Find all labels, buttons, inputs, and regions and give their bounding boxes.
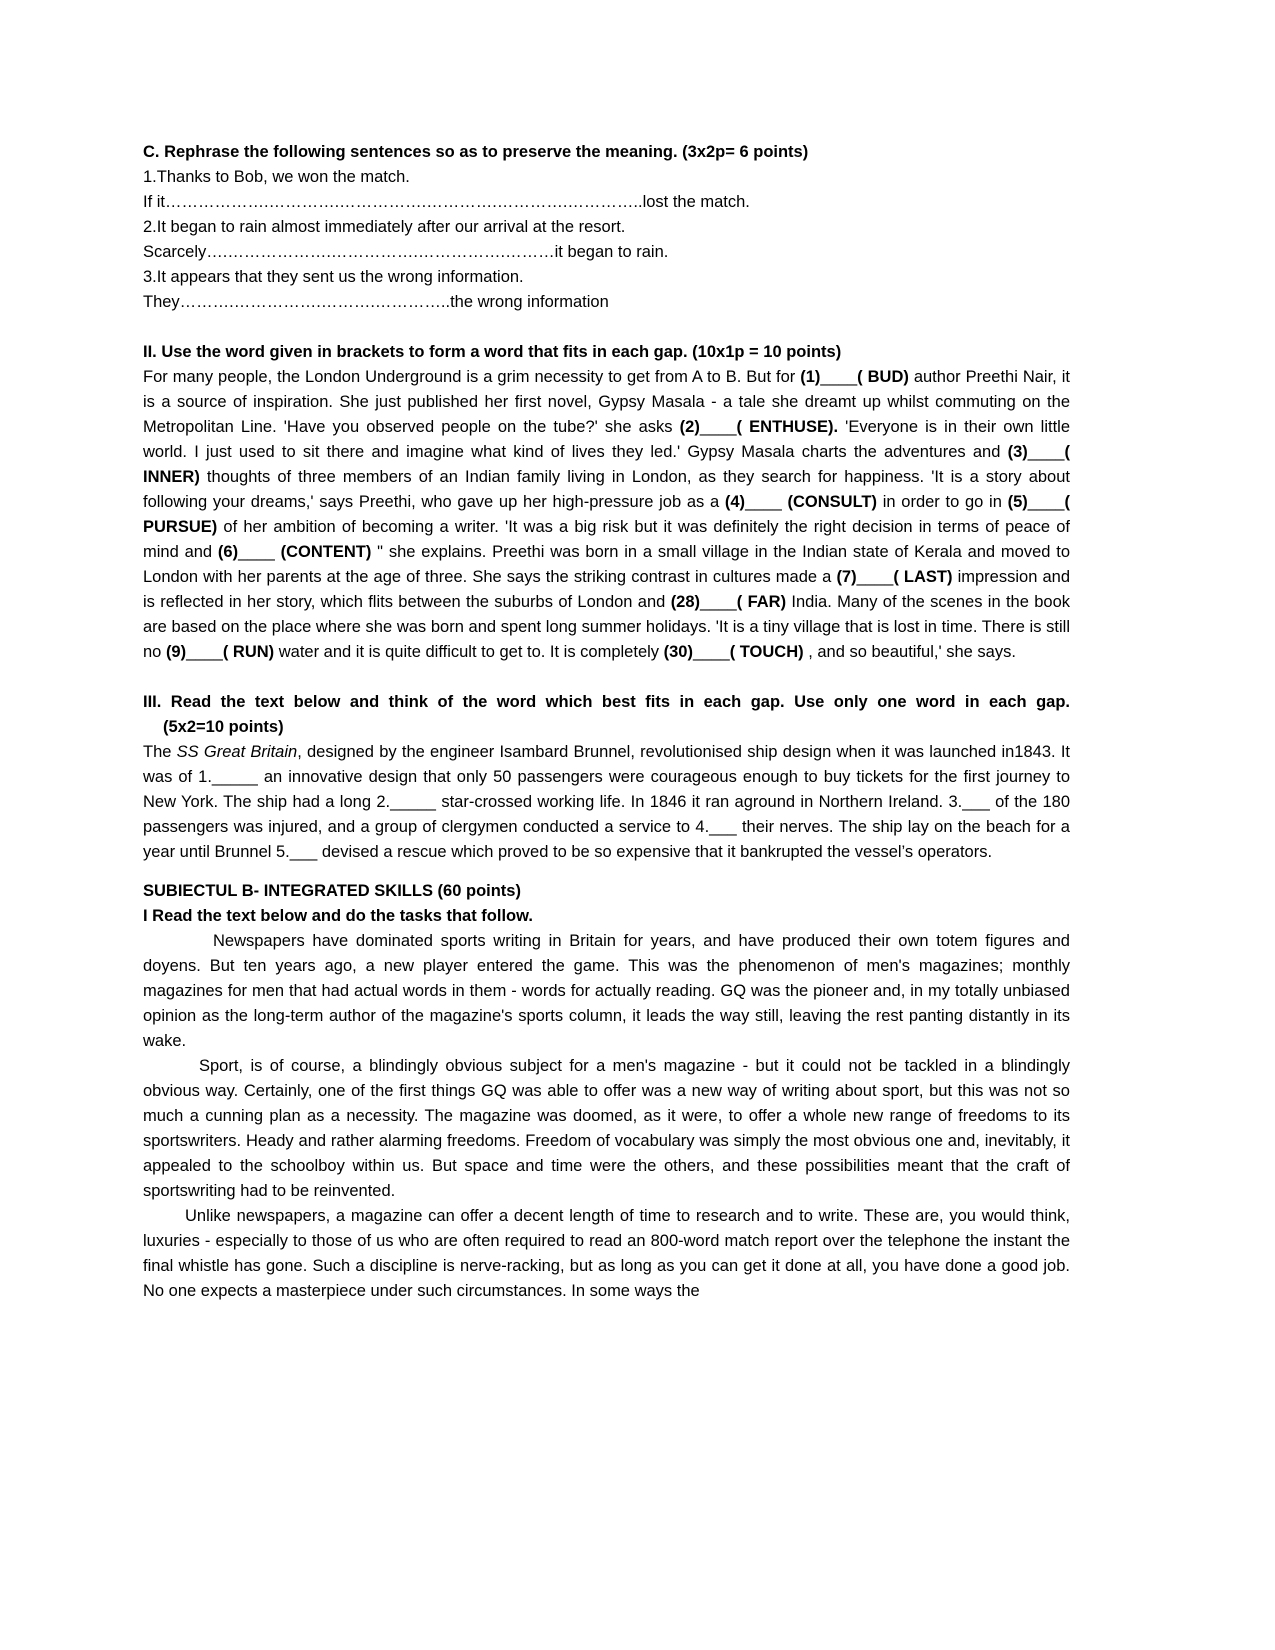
bold-text-run: ( LAST) xyxy=(893,568,953,586)
bold-text-run: (2) xyxy=(679,418,700,436)
text-run: For many people, the London Underground is a grim necessity to get from A to B. But for xyxy=(143,368,801,386)
text-run: ____ xyxy=(700,593,737,611)
bold-text-run: I Read the text below and do the tasks that follow. xyxy=(143,907,533,925)
italic-text-run: SS Great Britain xyxy=(176,743,298,761)
item-1-rephrase xyxy=(143,190,1070,215)
text-run: If it……………….………….…………….………….………….…………..lost the match. xyxy=(143,193,750,211)
section-ii-text xyxy=(143,365,1070,665)
bold-text-run: (3) xyxy=(1007,443,1028,461)
text-run: impression and is reflected in her story, which flits between the suburbs of London and xyxy=(143,568,1070,611)
blank-line xyxy=(143,315,1070,340)
section-iii-heading-line-2 xyxy=(143,715,1070,740)
text-run: Newspapers have dominated sports writing in Britain for years, and have produced their own totem figures and doyens. But ten years ago, a new player entered the game. This was the phenomenon of men's magazines; monthly magazines for men that had actual words in them - words for actually reading. GQ was the pioneer and, in my totally unbiased opinion as the long-term author of the magazine's sports column, it leads the way still, leaving the rest panting distantly in its wake. xyxy=(143,932,1070,1050)
reading-paragraph-2 xyxy=(143,1054,1070,1204)
bold-text-run: (7) xyxy=(836,568,857,586)
bold-text-run: (5x2=10 points) xyxy=(163,718,284,736)
text-run: ____ xyxy=(856,568,894,586)
bold-text-run: (6) xyxy=(217,543,239,561)
bold-text-run: (5) xyxy=(1007,493,1028,511)
text-run: water and it is quite difficult to get to. It is completely xyxy=(274,643,664,661)
text-run: The xyxy=(143,743,177,761)
subiectul-b-heading xyxy=(143,879,1070,904)
text-run: India. Many of the scenes in the book are based on the place where she was born and spent long summer holidays. 'It is a tiny village that is lost in time. There is still no xyxy=(143,593,1071,661)
bold-text-run: ( TOUCH) xyxy=(729,643,804,661)
text-run: ____ xyxy=(1027,493,1065,511)
text-run: ____ xyxy=(186,643,223,661)
section-iii-text xyxy=(143,740,1070,865)
bold-text-run: (30) xyxy=(663,643,693,661)
bold-text-run: ( BUD) xyxy=(857,368,909,386)
bold-text-run: ( RUN) xyxy=(222,643,275,661)
item-3-rephrase xyxy=(143,290,1070,315)
bold-text-run: C. Rephrase the following sentences so as to preserve the meaning. (3x2p= 6 points) xyxy=(143,143,809,161)
text-run: 1.Thanks to Bob, we won the match. xyxy=(143,168,410,186)
item-2-rephrase xyxy=(143,240,1070,265)
text-run: Scarcely….……………….…………….…………….………it began to rain. xyxy=(143,243,669,261)
text-run: ____ xyxy=(699,418,737,436)
item-3-sentence xyxy=(143,265,1070,290)
blank-line xyxy=(143,665,1070,690)
bold-text-run: SUBIECTUL B- INTEGRATED SKILLS (60 points) xyxy=(143,882,521,900)
bold-text-run: (28) xyxy=(670,593,701,611)
text-run: ____ xyxy=(1027,443,1065,461)
bold-text-run: III. Read the text below and think of the word which best fits in each gap. Use only one word in each gap. xyxy=(143,693,1070,711)
text-run: 3.It appears that they sent us the wrong information. xyxy=(143,268,524,286)
bold-text-run: (9) xyxy=(165,643,187,661)
bold-text-run: (1) xyxy=(800,368,821,386)
text-run: ____ xyxy=(238,543,281,561)
bold-text-run: ( INNER) xyxy=(143,443,1070,486)
text-run: Unlike newspapers, a magazine can offer a decent length of time to research and to write. These are, you would think, luxuries - especially to those of us who are often required to read an 800-word match report over the telephone the instant the final whistle has gone. Such a discipline is nerve-racking, but as long as you can get it done at all, you have done a good job. No one expects a masterpiece under such circumstances. In some ways the xyxy=(143,1207,1070,1300)
text-run: " she explains. Preethi was born in a small village in the Indian state of Kerala and moved to London with her parents at the age of three. She says the striking contrast in cultures made a xyxy=(143,543,1070,586)
text-run: Sport, is of course, a blindingly obvious subject for a men's magazine - but it could not be tackled in a blindingly obvious way. Certainly, one of the first things GQ was able to offer was a new way of writing about sport, but this was not so much a cunning plan as a necessity. The magazine was doomed, as it were, to offer a whole new range of freedoms to its sportswriters. Heady and rather alarming freedoms. Freedom of vocabulary was simply the most obvious one and, inevitably, it appealed to the schoolboy within us. But space and time were the others, and these possibilities meant that the craft of sportswriting had to be reinvented. xyxy=(143,1057,1070,1200)
text-run: author Preethi Nair, it is a source of inspiration. She just published her first novel, Gypsy Masala - a tale she dreamt up whilst commuting on the Metropolitan Line. 'Have you observed people on the tube?' she asks xyxy=(143,368,1070,436)
item-2-sentence xyxy=(143,215,1070,240)
text-run: of her ambition of becoming a writer. 'It was a big risk but it was definitely the right decision in terms of peace of mind and xyxy=(143,518,1070,561)
text-run: ____ xyxy=(692,643,730,661)
bold-text-run: ( FAR) xyxy=(736,593,787,611)
bold-text-run: (4) xyxy=(724,493,746,511)
bold-text-run: II. Use the word given in brackets to form a word that fits in each gap. (10x1p = 10 points) xyxy=(143,343,842,361)
blank-line xyxy=(143,865,1070,879)
reading-paragraph-3 xyxy=(143,1204,1070,1304)
text-run: They……….…………….……….…………..the wrong information xyxy=(143,293,609,311)
bold-text-run: ( PURSUE) xyxy=(143,493,1070,536)
text-run: , designed by the engineer Isambard Brunnel, revolutionised ship design when it was launched in1843. It was of 1._____ an innovative design that only 50 passengers were courageous enough to buy tickets for the first journey to New York. The ship had a long 2._____ star-crossed working life. In 1846 it ran aground in Northern Ireland. 3.___ of the 180 passengers was injured, and a group of clergymen conducted a service to 4.___ their nerves. The ship lay on the beach for a year until Brunnel 5.___ devised a rescue which proved to be so expensive that it bankrupted the vessel’s operators. xyxy=(143,743,1070,861)
text-run: ____ xyxy=(745,493,788,511)
text-run: , and so beautiful,' she says. xyxy=(803,643,1016,661)
text-run: 'Everyone is in their own little world. I just used to sit there and imagine what kind of lives they led.' Gypsy Masala charts the adventures and xyxy=(143,418,1071,461)
text-run: thoughts of three members of an Indian family living in London, as they search for happiness. 'It is a story about following your dreams,' says Preethi, who gave up her high-pressure job as a xyxy=(143,468,1070,511)
bold-text-run: (CONSULT) xyxy=(787,493,877,511)
text-run: 2.It began to rain almost immediately after our arrival at the resort. xyxy=(143,218,626,236)
section-ii-heading xyxy=(143,340,1070,365)
document-content xyxy=(143,0,1070,1364)
reading-paragraph-1 xyxy=(143,929,1070,1054)
bold-text-run: (CONTENT) xyxy=(280,543,372,561)
bold-text-run: ( ENTHUSE). xyxy=(736,418,839,436)
text-run: in order to go in xyxy=(877,493,1008,511)
section-c-heading xyxy=(143,140,1070,165)
text-run: ____ xyxy=(820,368,858,386)
section-iii-heading-line-1 xyxy=(143,690,1070,715)
task-instruction xyxy=(143,904,1070,929)
item-1-sentence xyxy=(143,165,1070,190)
